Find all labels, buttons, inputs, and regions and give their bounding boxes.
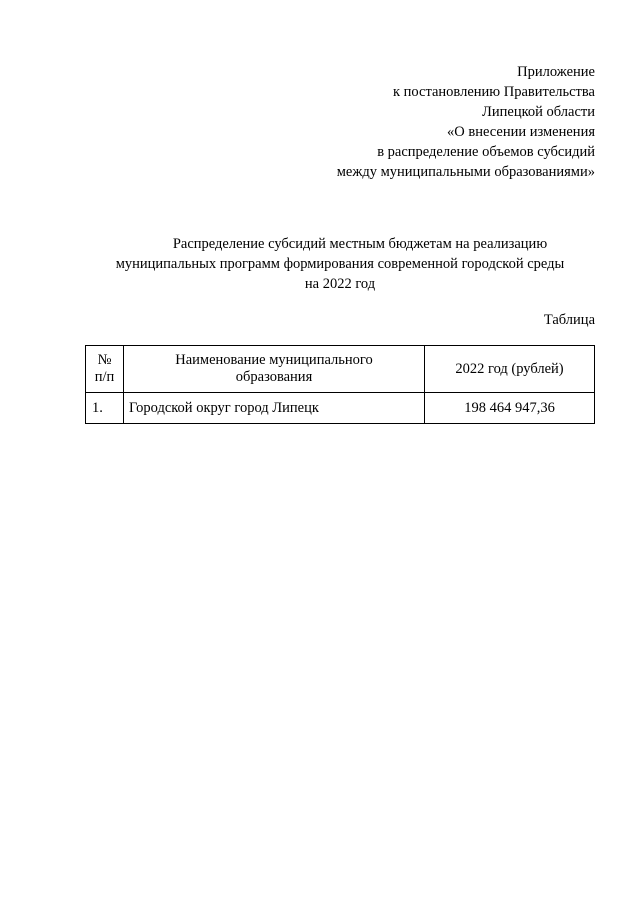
title-line: Распределение субсидий местным бюджетам на реализацию	[172, 236, 548, 252]
annex-line: «О внесении изменения	[447, 124, 595, 140]
annex-line: Липецкой области	[482, 104, 595, 120]
header-amount: 2022 год (рублей)	[425, 346, 595, 393]
annex-line: Приложение	[517, 64, 595, 80]
cell-num: 1.	[86, 393, 124, 424]
cell-amount: 198 464 947,36	[425, 393, 595, 424]
cell-name: Городской округ город Липецк	[124, 393, 425, 424]
table-header-row	[86, 346, 595, 393]
table-row	[86, 393, 595, 424]
header-name-line: образования	[235, 369, 313, 385]
document-title	[85, 234, 595, 294]
title-line: на 2022 год	[304, 276, 376, 292]
header-num	[86, 346, 124, 393]
annex-block	[337, 62, 595, 182]
annex-line: между муниципальными образованиями»	[336, 164, 595, 180]
header-num-line: п/п	[94, 369, 115, 385]
annex-line: к постановлению Правительства	[393, 84, 595, 100]
table-label: Таблица	[543, 312, 595, 328]
header-name	[124, 346, 425, 393]
title-line: муниципальных программ формирования современной городской среды	[115, 256, 565, 272]
header-name-line: Наименование муниципального	[175, 352, 373, 368]
annex-line: в распределение объемов субсидий	[377, 144, 595, 160]
header-num-line: №	[97, 352, 112, 368]
subsidy-table	[85, 345, 595, 424]
